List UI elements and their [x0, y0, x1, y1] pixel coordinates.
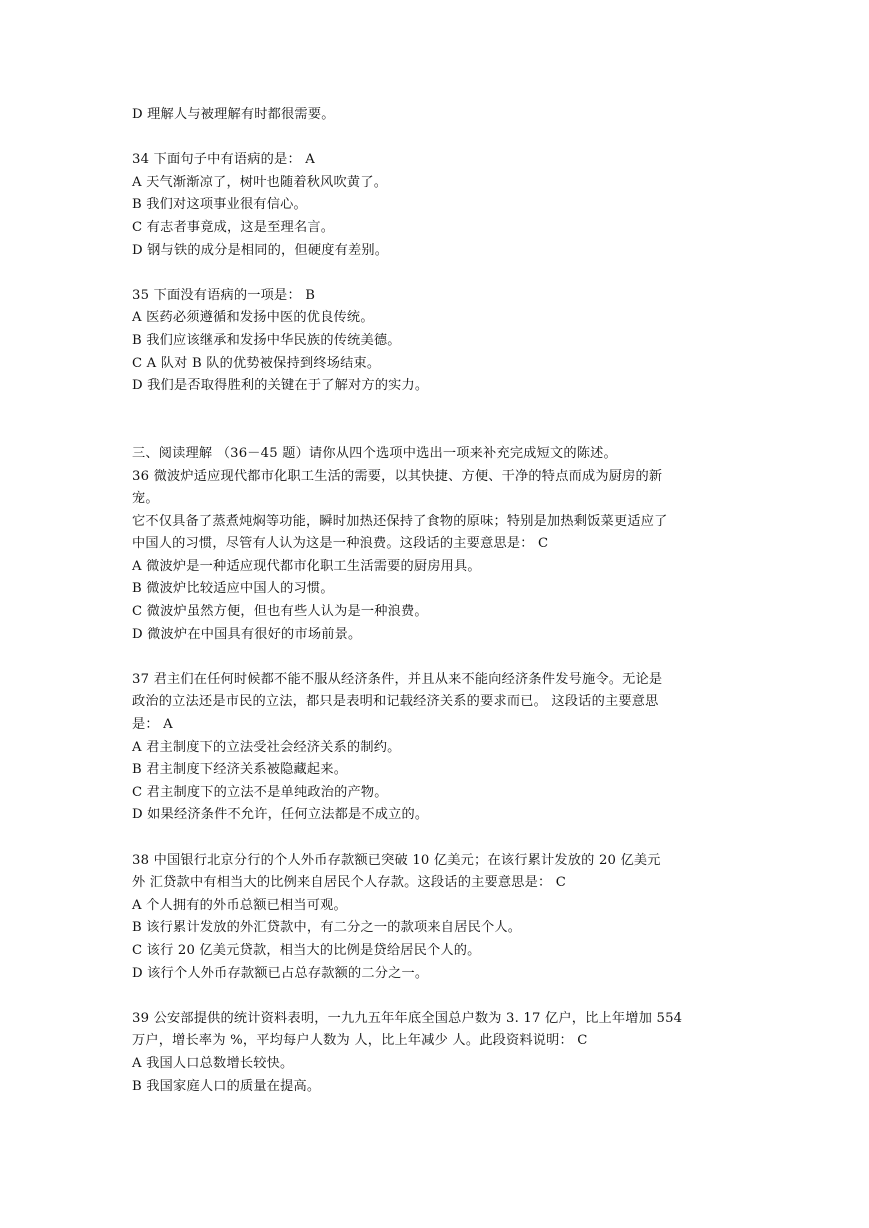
q38-option-c: C 该行 20 亿美元贷款，相当大的比例是贷给居民个人的。 — [132, 942, 481, 958]
q37-option-b: B 君主制度下经济关系被隐藏起来。 — [132, 762, 348, 778]
spacer — [132, 646, 744, 669]
spacer — [132, 827, 744, 850]
q37-stem-line-1: 37 君主们在任何时候都不能不服从经济条件，并且从来不能向经济条件发号施令。无论是 — [132, 671, 663, 687]
q36-option-c: C 微波炉虽然方便，但也有些人认为是一种浪费。 — [132, 604, 428, 620]
q37-option-c: C 君主制度下的立法不是单纯政治的产物。 — [132, 784, 388, 800]
q34-option-b: B 我们对这项事业很有信心。 — [132, 197, 307, 213]
q35-option-a: A 医药必须遵循和发扬中医的优良传统。 — [132, 310, 374, 326]
q36-option-d: D 微波炉在中国具有很好的市场前景。 — [132, 626, 362, 642]
q38-option-d: D 该行个人外币存款额已占总存款额的二分之一。 — [132, 965, 429, 981]
q39-option-b: B 我国家庭人口的质量在提高。 — [132, 1078, 321, 1094]
spacer — [132, 127, 744, 150]
q36-stem-line-1: 36 微波炉适应现代都市化职工生活的需要，以其快捷、方便、干净的特点而成为厨房的新 — [132, 468, 663, 484]
q33-option-d: D 理解人与被理解有时都很需要。 — [132, 107, 335, 122]
spacer — [132, 262, 744, 285]
spacer — [132, 398, 744, 443]
section-heading: 三、阅读理解 （36－45 题）请你从四个选项中选出一项来补充完成短文的陈述。 — [132, 445, 617, 461]
q36-stem-line-2: 宠。 — [132, 491, 159, 507]
q36-option-b: B 微波炉比较适应中国人的习惯。 — [132, 581, 334, 597]
q34-option-a: A 天气渐渐凉了，树叶也随着秋风吹黄了。 — [132, 174, 388, 190]
q35-option-c: C A 队对 B 队的优势被保持到终场结束。 — [132, 355, 381, 371]
q34-option-c: C 有志者事竟成，这是至理名言。 — [132, 219, 335, 235]
q35-option-d: D 我们是否取得胜利的关键在于了解对方的实力。 — [132, 378, 429, 394]
q38-option-a: A 个人拥有的外币总额已相当可观。 — [132, 897, 347, 913]
spacer — [132, 985, 744, 1008]
q34-stem: 34 下面句子中有语病的是： A — [132, 152, 315, 168]
q38-option-b: B 该行累计发放的外汇贷款中，有二分之一的款项来自居民个人。 — [132, 920, 522, 936]
q37-stem-line-2: 政治的立法还是市民的立法，都只是表明和记载经济关系的要求而已。 这段话的主要意思 — [132, 694, 659, 710]
q39-stem-line-1: 39 公安部提供的统计资料表明，一九九五年年底全国总户数为 3. 17 亿户，比上年增加 554 — [132, 1010, 683, 1026]
q37-stem-line-3: 是： A — [132, 717, 173, 733]
q36-stem-line-4: 中国人的习惯，尽管有人认为这是一种浪费。这段话的主要意思是： C — [132, 536, 549, 552]
q34-option-d: D 钢与铁的成分是相同的，但硬度有差别。 — [132, 242, 389, 258]
q35-option-b: B 我们应该继承和发扬中华民族的传统美德。 — [132, 332, 401, 348]
q37-option-d: D 如果经济条件不允许，任何立法都是不成立的。 — [132, 807, 429, 823]
q36-option-a: A 微波炉是一种适应现代都市化职工生活需要的厨房用具。 — [132, 558, 481, 574]
q39-option-a: A 我国人口总数增长较快。 — [132, 1055, 294, 1071]
q37-option-a: A 君主制度下的立法受社会经济关系的制约。 — [132, 739, 401, 755]
document-page — [132, 104, 744, 1098]
q38-stem-line-2: 外 汇贷款中有相当大的比例来自居民个人存款。这段话的主要意思是： C — [132, 875, 567, 891]
q35-stem: 35 下面没有语病的一项是： B — [132, 287, 316, 303]
q38-stem-line-1: 38 中国银行北京分行的个人外币存款额已突破 10 亿美元；在该行累计发放的 20 亿美元 — [132, 852, 661, 868]
q39-stem-line-2: 万户，增长率为 %，平均每户人数为 人，比上年减少 人。此段资料说明： C — [132, 1033, 588, 1049]
q36-stem-line-3: 它不仅具备了蒸煮炖焖等功能，瞬时加热还保持了食物的原味；特别是加热剩饭菜更适应了 — [132, 513, 668, 529]
